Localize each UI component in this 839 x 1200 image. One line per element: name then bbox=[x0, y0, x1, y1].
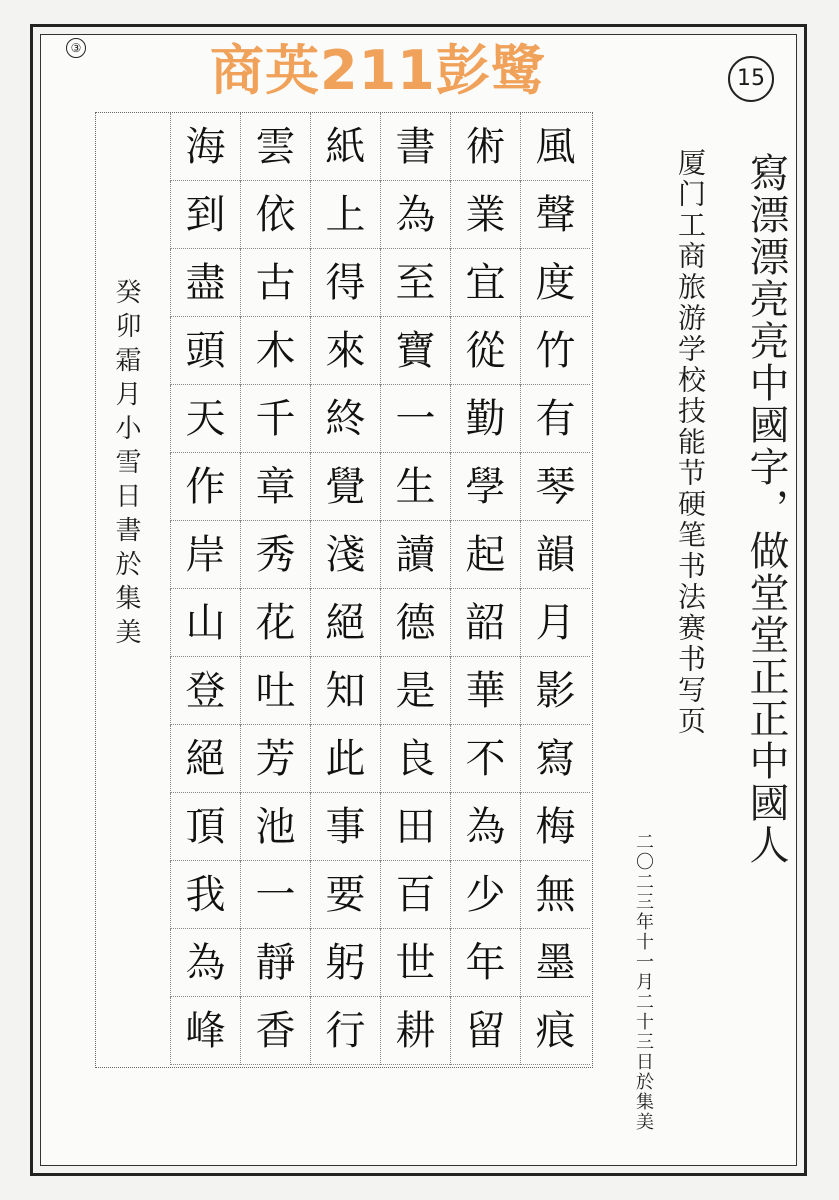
grid-cell: 山 bbox=[170, 589, 240, 657]
grid-cell: 書 bbox=[380, 113, 450, 181]
page-number-right: 15 bbox=[728, 56, 774, 102]
grid-cell: 良 bbox=[380, 725, 450, 793]
grid-cell: 古 bbox=[240, 249, 310, 317]
grid-cell: 至 bbox=[380, 249, 450, 317]
grid-cell: 盡 bbox=[170, 249, 240, 317]
grid-cell: 花 bbox=[240, 589, 310, 657]
poem-column bbox=[240, 113, 310, 1069]
grid-cell: 章 bbox=[240, 453, 310, 521]
grid-cell: 讀 bbox=[380, 521, 450, 589]
grid-cell: 風 bbox=[520, 113, 590, 181]
grid-cell: 生 bbox=[380, 453, 450, 521]
grid-cell: 秀 bbox=[240, 521, 310, 589]
grid-cell: 宜 bbox=[450, 249, 520, 317]
grid-cell: 峰 bbox=[170, 997, 240, 1065]
grid-cell: 年 bbox=[450, 929, 520, 997]
poem-column bbox=[170, 113, 240, 1069]
grid-cell: 華 bbox=[450, 657, 520, 725]
grid-cell: 不 bbox=[450, 725, 520, 793]
grid-cell: 作 bbox=[170, 453, 240, 521]
main-title: 寫漂漂亮亮中國字，做堂堂正正中國人 bbox=[743, 152, 789, 866]
grid-cell: 起 bbox=[450, 521, 520, 589]
grid-cell: 從 bbox=[450, 317, 520, 385]
grid-cell: 頭 bbox=[170, 317, 240, 385]
grid-cell: 一 bbox=[240, 861, 310, 929]
grid-cell: 吐 bbox=[240, 657, 310, 725]
grid-cell: 勤 bbox=[450, 385, 520, 453]
grid-cell: 淺 bbox=[310, 521, 380, 589]
grid-cell: 木 bbox=[240, 317, 310, 385]
grid-cell: 頂 bbox=[170, 793, 240, 861]
grid-cell: 芳 bbox=[240, 725, 310, 793]
grid-cell: 海 bbox=[170, 113, 240, 181]
grid-cell: 為 bbox=[380, 181, 450, 249]
grid-cell: 紙 bbox=[310, 113, 380, 181]
poem-column bbox=[520, 113, 590, 1069]
grid-cell: 行 bbox=[310, 997, 380, 1065]
grid-cell: 一 bbox=[380, 385, 450, 453]
grid-cell: 韶 bbox=[450, 589, 520, 657]
grid-cell: 覺 bbox=[310, 453, 380, 521]
grid-cell: 此 bbox=[310, 725, 380, 793]
grid-cell: 千 bbox=[240, 385, 310, 453]
date-note: 二〇二三年十一月二十三日於集美 bbox=[633, 832, 654, 1132]
grid-cell: 琴 bbox=[520, 453, 590, 521]
grid-cell: 為 bbox=[450, 793, 520, 861]
poem-column bbox=[310, 113, 380, 1069]
grid-cell: 上 bbox=[310, 181, 380, 249]
grid-cell: 業 bbox=[450, 181, 520, 249]
grid-cell: 池 bbox=[240, 793, 310, 861]
poem-column bbox=[450, 113, 520, 1069]
grid-cell: 無 bbox=[520, 861, 590, 929]
grid-cell: 為 bbox=[170, 929, 240, 997]
grid-cell: 世 bbox=[380, 929, 450, 997]
page-number-left: ③ bbox=[66, 38, 86, 58]
grid-cell: 竹 bbox=[520, 317, 590, 385]
grid-cell: 來 bbox=[310, 317, 380, 385]
grid-cell: 絕 bbox=[310, 589, 380, 657]
grid-cell: 聲 bbox=[520, 181, 590, 249]
grid-cell: 絕 bbox=[170, 725, 240, 793]
grid-cell: 德 bbox=[380, 589, 450, 657]
grid-cell: 岸 bbox=[170, 521, 240, 589]
student-label: 商英211彭鹭 bbox=[210, 39, 546, 102]
grid-cell: 影 bbox=[520, 657, 590, 725]
grid-cell: 到 bbox=[170, 181, 240, 249]
grid-cell: 天 bbox=[170, 385, 240, 453]
grid-cell: 少 bbox=[450, 861, 520, 929]
grid-cell: 寶 bbox=[380, 317, 450, 385]
grid-cell: 靜 bbox=[240, 929, 310, 997]
grid-cell: 依 bbox=[240, 181, 310, 249]
grid-cell: 要 bbox=[310, 861, 380, 929]
grid-cell: 月 bbox=[520, 589, 590, 657]
grid-cell: 有 bbox=[520, 385, 590, 453]
grid-cell: 是 bbox=[380, 657, 450, 725]
grid-cell: 我 bbox=[170, 861, 240, 929]
grid-cell: 躬 bbox=[310, 929, 380, 997]
event-subtitle: 厦门工商旅游学校技能节硬笔书法赛书写页 bbox=[674, 148, 707, 737]
grid-cell: 寫 bbox=[520, 725, 590, 793]
grid-cell: 痕 bbox=[520, 997, 590, 1065]
grid-cell: 耕 bbox=[380, 997, 450, 1065]
grid-cell: 終 bbox=[310, 385, 380, 453]
grid-cell: 雲 bbox=[240, 113, 310, 181]
grid-cell: 留 bbox=[450, 997, 520, 1065]
grid-cell: 田 bbox=[380, 793, 450, 861]
grid-cell: 學 bbox=[450, 453, 520, 521]
signature: 癸卯霜月小雪日書於集美 bbox=[111, 278, 141, 652]
grid-cell: 百 bbox=[380, 861, 450, 929]
grid-cell: 墨 bbox=[520, 929, 590, 997]
grid-cell: 事 bbox=[310, 793, 380, 861]
poem-column bbox=[380, 113, 450, 1069]
grid-cell: 得 bbox=[310, 249, 380, 317]
grid-cell: 術 bbox=[450, 113, 520, 181]
grid-cell: 度 bbox=[520, 249, 590, 317]
grid-cell: 香 bbox=[240, 997, 310, 1065]
grid-cell: 知 bbox=[310, 657, 380, 725]
grid-cell: 登 bbox=[170, 657, 240, 725]
writing-grid bbox=[95, 112, 593, 1068]
grid-cell: 韻 bbox=[520, 521, 590, 589]
grid-cell: 梅 bbox=[520, 793, 590, 861]
